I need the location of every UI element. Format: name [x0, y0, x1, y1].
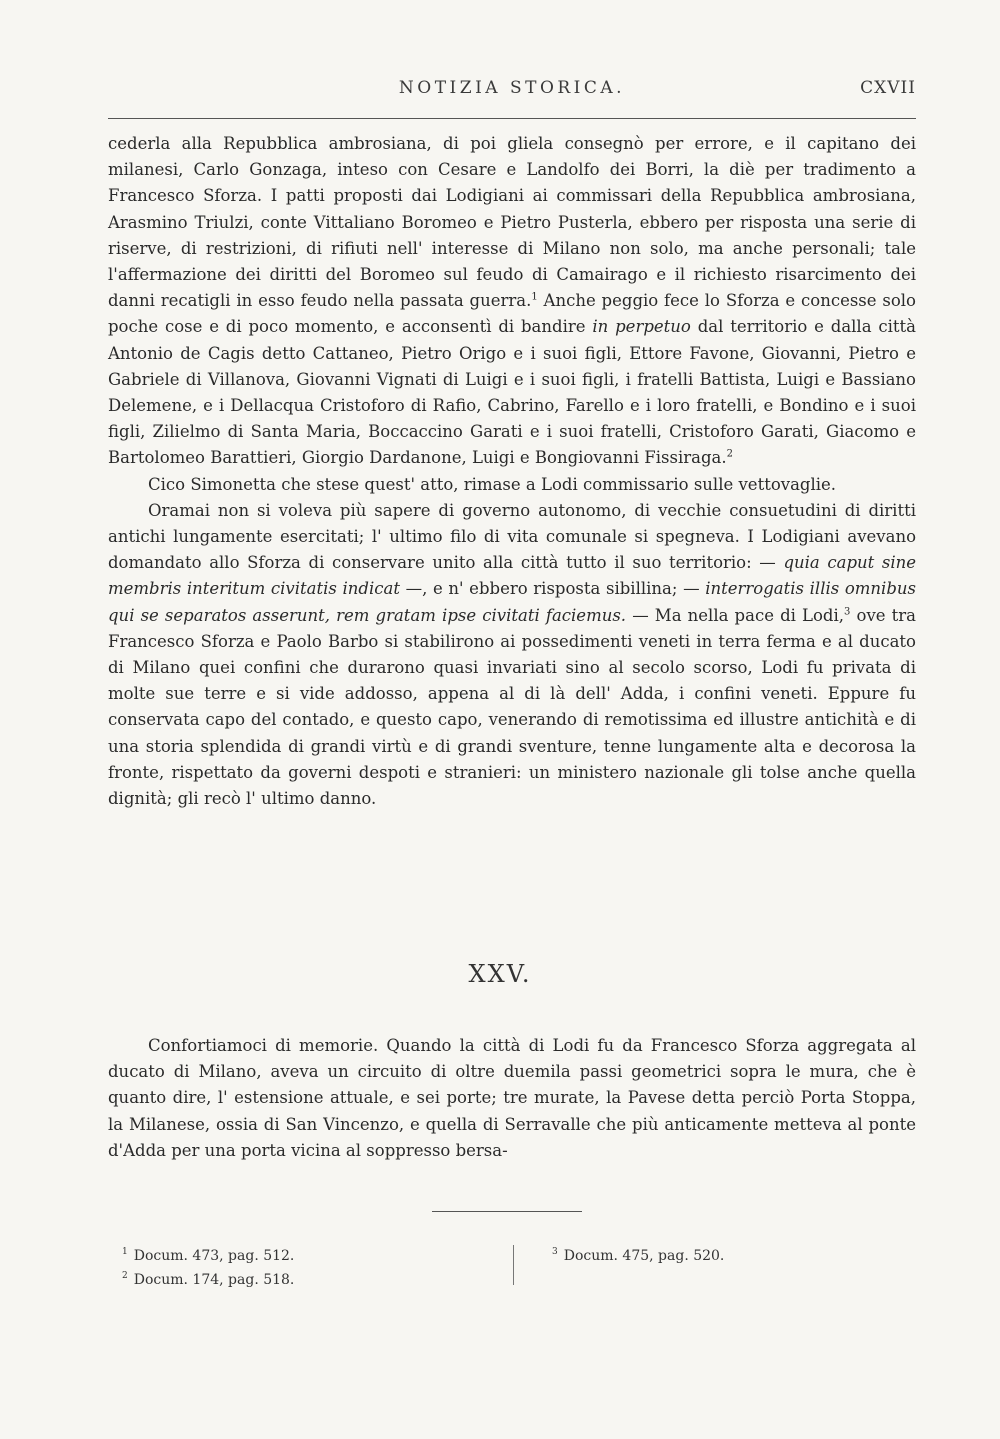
section-body	[108, 1033, 916, 1164]
paragraph-3-part-c: — Ma nella pace di Lodi,	[632, 605, 845, 625]
latin-quote-2: interrogatis illis omnibus qui se separatos asserunt, rem gratam ipse civitati faciemus.	[108, 579, 916, 625]
footnote-3	[552, 1244, 724, 1268]
latin-quote-1: quia caput sine membris interitum civitatis indicat	[108, 553, 917, 599]
footnote-1-text: Docum. 473, pag. 512.	[133, 1248, 295, 1264]
section-paragraph: Confortiamoci di memorie. Quando la città di Lodi fu da Francesco Sforza aggregata al ducato di Milano, aveva un circuito di oltre duemila passi geometrici sopra le mura, che è quanto dire, l' estensione attuale, e sei porte; tre murate, la Pavese detta perciò Porta Stoppa, la Milanese, ossia di San Vincenzo, e quella di Serravalle che più anticamente metteva al ponte d'Adda per una porta vicina al soppresso bersa-	[108, 1036, 916, 1160]
latin-phrase-perpetuo: in perpetuo	[592, 317, 691, 337]
paragraph-1-part-a: cederla alla Repubblica ambrosiana, di poi gliela consegnò per errore, e il capitano dei milanesi, Carlo Gonzaga, inteso con Cesare e Landolfo dei Borri, la diè per tradimento a Francesco Sforza. I patti proposti dai Lodigiani ai commissari della Repubblica ambrosiana, Arasmino Triulzi, conte Vittaliano Boromeo e Pietro Pusterla, ebbero per risposta una serie di riserve, di restrizioni, di rifiuti nell' interesse di Milano non solo, ma anche personali; tale l'affermazione dei diritti del Boromeo sul feudo di Camairago e il richiesto risarcimento dei danni recatigli in esso feudo nella passata guerra.	[108, 134, 916, 311]
paragraph-3-part-b: —, e n' ebbero risposta sibillina; —	[405, 579, 700, 599]
footnote-ref-2: 2	[726, 448, 733, 460]
footnote-3-text: Docum. 475, pag. 520.	[563, 1248, 725, 1264]
paragraph-3	[108, 498, 916, 812]
paragraph-1-part-b: Anche peggio fece lo Sforza e concesse solo poche cose e di poco momento, e acconsentì di bandire	[108, 291, 916, 337]
header-rule	[108, 118, 916, 119]
section-heading: XXV.	[468, 960, 532, 988]
page-number: CXVII	[860, 78, 916, 98]
footnote-2-number: 2	[122, 1271, 128, 1282]
running-head	[108, 78, 916, 104]
paragraph-1-part-c: dal territorio e dalla città Antonio de Cagis detto Cattaneo, Pietro Origo e i suoi figli, Ettore Favone, Giovanni, Pietro e Gabriele di Villanova, Giovanni Vignati di Luigi e i suoi figli, i fratelli Battista, Luigi e Bassiano Delemene, e i Dellacqua Cristoforo di Rafio, Cabrino, Farello e i loro fratelli, e Bondino e i suoi figli, Zilielmo di Santa Maria, Boccaccino Garati e i suoi fratelli, Cristoforo Garati, Giacomo e Bartolomeo Barattieri, Giorgio Dardanone, Luigi e Bongiovanni Fissiraga.	[108, 317, 917, 468]
footnote-1-number: 1	[122, 1247, 128, 1258]
paragraph-1	[108, 131, 916, 472]
footnote-column-divider	[513, 1245, 514, 1285]
footnote-2	[122, 1268, 294, 1292]
running-title: NOTIZIA STORICA.	[398, 78, 626, 98]
paragraph-2: Cico Simonetta che stese quest' atto, rimase a Lodi commissario sulle vettovaglie.	[148, 474, 837, 494]
footnote-1	[122, 1244, 294, 1268]
footnote-ref-1: 1	[531, 291, 538, 303]
paragraph-3-part-d: ove tra Francesco Sforza e Paolo Barbo si stabilirono ai possedimenti veneti in terra ferma e al ducato di Milano quei confini che durarono quasi invariati sino al secolo scorso, Lodi fu privata di molte sue terre e si vide addosso, appena al di là dell' Adda, i confini veneti. Eppure fu conservata capo del contado, e questo capo, venerando di remotissima ed illustre antichità e di una storia splendida di grandi virtù e di grandi sventure, tenne lungamente alta e decorosa la fronte, rispettato da governi despoti e stranieri: un ministero nazionale gli tolse anche quella dignità; gli recò l' ultimo danno.	[108, 605, 917, 809]
body-text	[108, 131, 916, 812]
footnote-separator	[432, 1211, 582, 1212]
footnotes-left	[122, 1244, 294, 1292]
footnotes-right	[552, 1244, 724, 1268]
footnote-2-text: Docum. 174, pag. 518.	[133, 1272, 295, 1288]
paragraph-3-part-a: Oramai non si voleva più sapere di governo autonomo, di vecchie consuetudini di diritti antichi lungamente esercitati; l' ultimo filo di vita comunale si spegneva. I Lodigiani avevano domandato allo Sforza di conservare unito alla città tutto il suo territorio: —	[108, 500, 916, 573]
footnote-3-number: 3	[552, 1247, 558, 1258]
footnote-ref-3: 3	[844, 606, 851, 618]
